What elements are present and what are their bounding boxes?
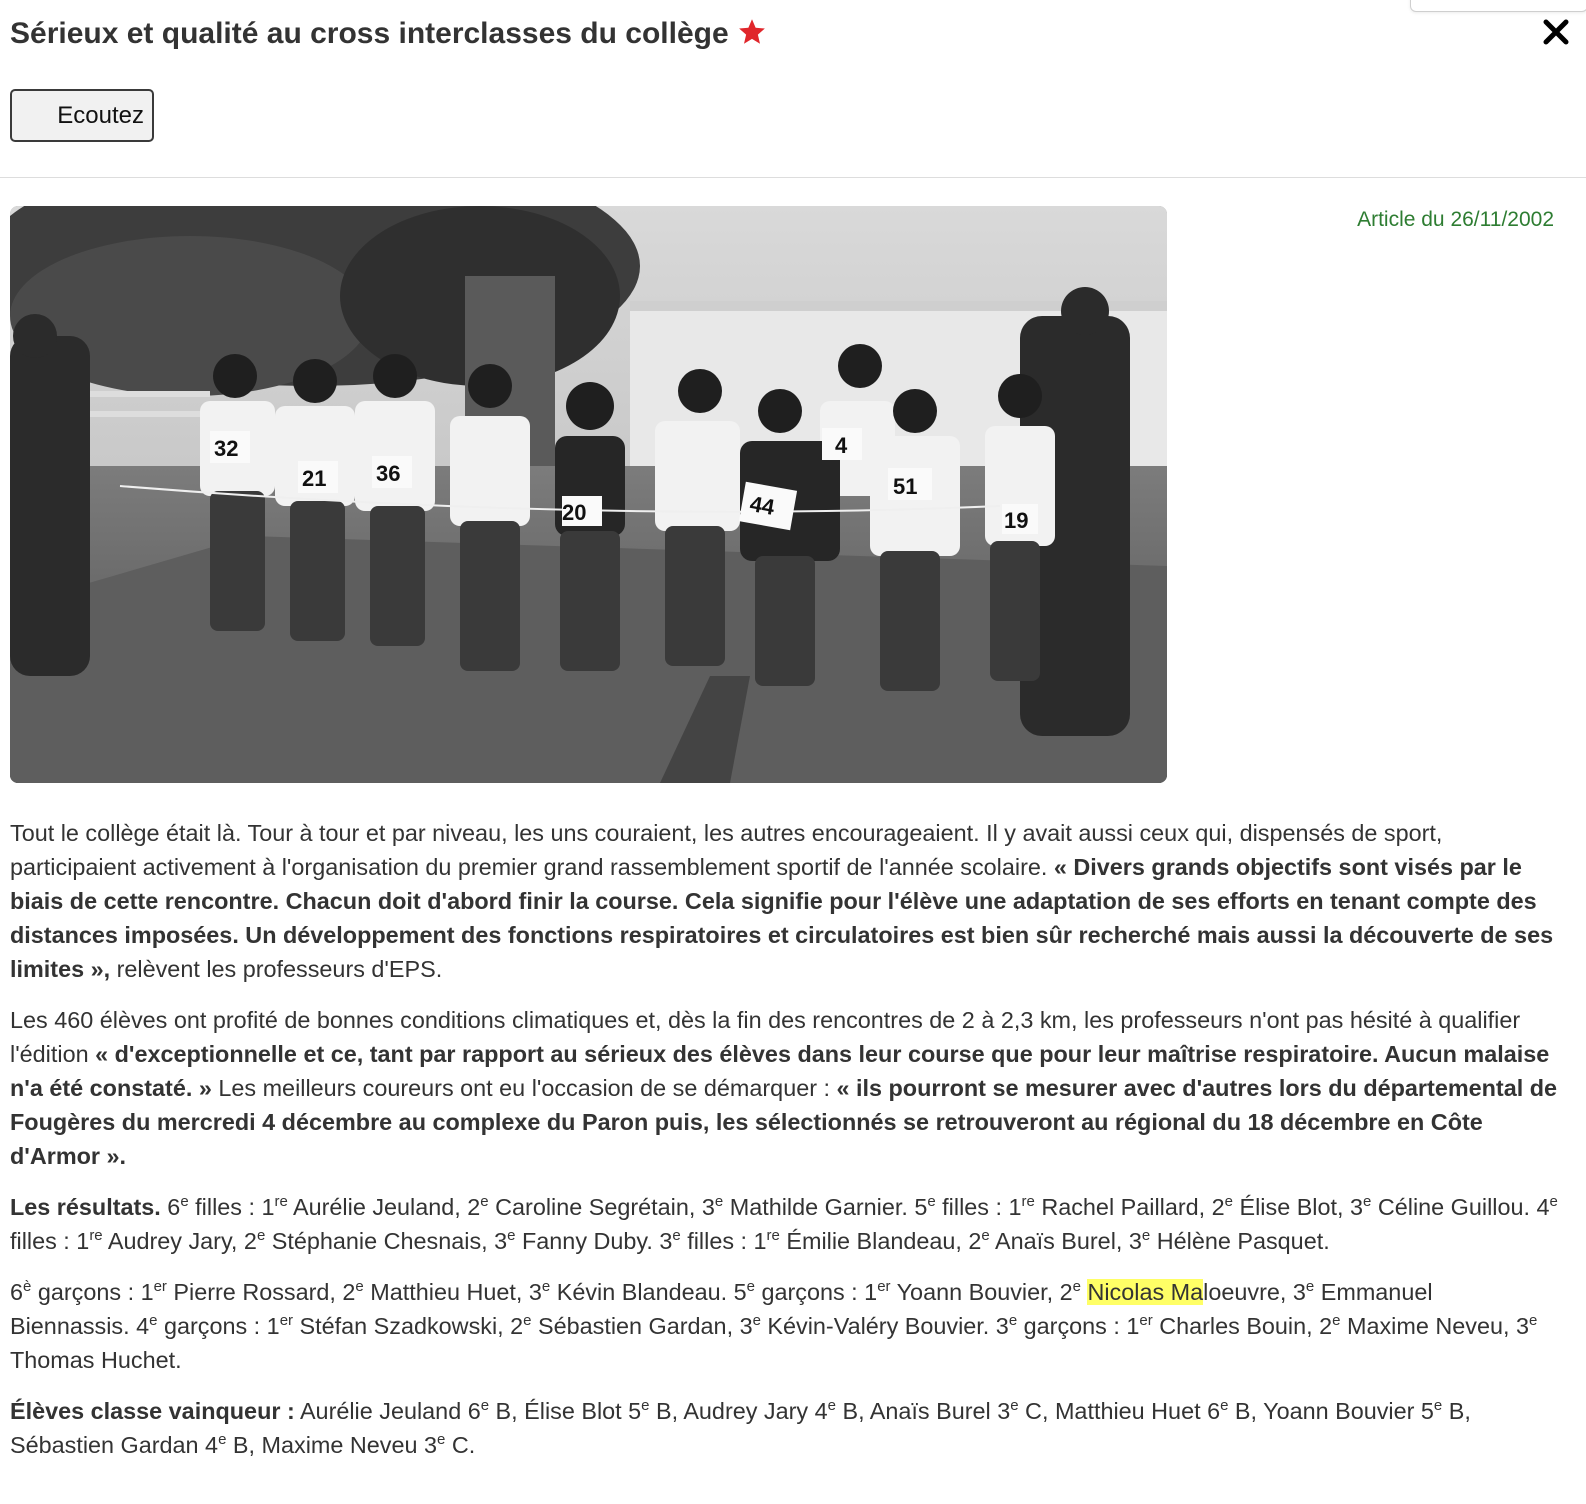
text: Tout le collège était là. Tour à tour et par niveau, les uns couraient, les autres encourageaient. Il y avait aussi ceux qui, dispensés de sport, participaient activement à l'organisation du premier grand rassemblement sportif de l'année scolaire.: [10, 820, 1443, 880]
article-header: [10, 14, 1574, 54]
article-title: Sérieux et qualité au cross interclasses du collège: [10, 17, 729, 50]
star-icon: [737, 17, 767, 47]
ordinal: e: [641, 1397, 650, 1414]
text: Fanny Duby. 3: [515, 1228, 673, 1254]
ordinal: e: [256, 1227, 266, 1244]
text: C, Matthieu Huet 6: [1018, 1398, 1221, 1424]
ordinal: e: [1220, 1397, 1229, 1414]
ordinal: e: [180, 1193, 189, 1210]
winning-class-heading: Élèves classe vainqueur :: [10, 1398, 295, 1424]
ordinal: e: [1363, 1193, 1372, 1210]
text: filles : 1: [188, 1194, 275, 1220]
ordinal: e: [541, 1278, 551, 1295]
ordinal: er: [1139, 1312, 1153, 1329]
paragraph-winning-class: [10, 1394, 1558, 1462]
article-date: Article du 26/11/2002: [1357, 208, 1554, 231]
ordinal: e: [1008, 1312, 1018, 1329]
photo-image: [10, 206, 1167, 783]
ordinal: e: [507, 1227, 516, 1244]
text: garçons : 1: [1017, 1313, 1140, 1339]
bib-number: 21: [302, 466, 327, 491]
ordinal: e: [752, 1312, 761, 1329]
ordinal: e: [827, 1397, 836, 1414]
text: Les meilleurs coureurs ont eu l'occasion de se démarquer :: [211, 1075, 837, 1101]
article-photo: [10, 206, 1167, 783]
text: Kévin-Valéry Bouvier. 3: [760, 1313, 1009, 1339]
ordinal: e: [355, 1278, 364, 1295]
text: garçons : 1: [157, 1313, 280, 1339]
text: Les 460 élèves ont profité de bonnes conditions climatiques et, dès la fin des rencontres de 2 à 2,3 km, les professeurs n'ont pas hésité à qualifier l'édition: [10, 1007, 1521, 1067]
ordinal: e: [1224, 1193, 1233, 1210]
text: Kévin Blandeau. 5: [550, 1279, 747, 1305]
ordinal: e: [1549, 1193, 1558, 1210]
text: Élise Blot, 3: [1233, 1194, 1364, 1220]
ordinal: e: [981, 1227, 990, 1244]
highlighted-text: Nicolas Ma: [1087, 1279, 1204, 1305]
ordinal: e: [927, 1193, 936, 1210]
bib-number: 20: [562, 500, 587, 525]
text: Audrey Jary, 2: [102, 1228, 257, 1254]
text: Émilie Blandeau, 2: [779, 1228, 982, 1254]
ordinal: er: [279, 1312, 294, 1329]
ordinal: e: [1305, 1278, 1315, 1295]
results-heading: Les résultats.: [10, 1194, 161, 1220]
listen-button[interactable]: Ecoutez: [10, 89, 154, 142]
text: B, Élise Blot 5: [489, 1398, 642, 1424]
paragraph-results-girls: [10, 1190, 1558, 1258]
ordinal: e: [437, 1431, 446, 1448]
ordinal: e: [218, 1431, 227, 1448]
text: B, Yoann Bouvier 5: [1228, 1398, 1434, 1424]
ordinal: er: [877, 1278, 891, 1295]
text: garçons : 1: [31, 1279, 154, 1305]
text: Céline Guillou. 4: [1371, 1194, 1550, 1220]
paragraph-results-boys: [10, 1275, 1558, 1377]
text: filles : 1: [680, 1228, 767, 1254]
text: Rachel Paillard, 2: [1034, 1194, 1225, 1220]
text: Thomas Huchet.: [10, 1347, 182, 1373]
text: B, Sébastien Gardan 4: [10, 1398, 1471, 1458]
text: filles : 1: [935, 1194, 1022, 1220]
text: Hélène Pasquet.: [1150, 1228, 1330, 1254]
ordinal: e: [1141, 1227, 1151, 1244]
text: filles : 1: [10, 1228, 90, 1254]
text: 6: [160, 1194, 181, 1220]
ordinal: e: [149, 1312, 158, 1329]
text: Matthieu Huet, 3: [363, 1279, 542, 1305]
paragraph-intro: [10, 816, 1558, 986]
ordinal: re: [274, 1193, 288, 1210]
ordinal: re: [1021, 1193, 1035, 1210]
ordinal: e: [714, 1193, 724, 1210]
bib-number: 36: [376, 461, 401, 486]
close-icon[interactable]: [1540, 16, 1572, 48]
ordinal: e: [1332, 1312, 1341, 1329]
text: B, Audrey Jary 4: [649, 1398, 828, 1424]
text: Maxime Neveu, 3: [1340, 1313, 1529, 1339]
text: C.: [445, 1432, 476, 1458]
bib-number: 32: [214, 436, 239, 461]
ordinal: e: [672, 1227, 681, 1244]
ordinal: e: [480, 1193, 489, 1210]
quote: « Divers grands objectifs sont visés par le biais de cette rencontre. Chacun doit d'abord finir la course. Cela signifie pour l'élève une adaptation de ses efforts en tenant compte des distances imposées. Un développement des fonctions respiratoires et circulatoires est bien sûr recherché mais aussi la découverte de ses limites »,: [10, 854, 1554, 982]
text: Pierre Rossard, 2: [166, 1279, 356, 1305]
text: 6: [10, 1279, 24, 1305]
quote: « ils pourront se mesurer avec d'autres lors du départemental de Fougères du mercredi 4 décembre au complexe du Paron puis, les sélectionnés se retrouveront au régional du 18 décembre en Côte d'Armor ».: [10, 1075, 1558, 1169]
text: Stéfan Szadkowski, 2: [293, 1313, 524, 1339]
text: Aurélie Jeuland, 2: [287, 1194, 481, 1220]
ordinal: re: [89, 1227, 103, 1244]
ordinal: re: [766, 1227, 780, 1244]
quote: « d'exceptionnelle et ce, tant par rapport au sérieux des élèves dans leur course que pour leur maîtrise respiratoire. Aucun malaise n'a été constaté. »: [10, 1041, 1550, 1101]
paragraph-conditions: [10, 1003, 1558, 1173]
bib-number: 51: [893, 474, 918, 499]
ordinal: e: [746, 1278, 755, 1295]
bib-number: 44: [748, 491, 777, 520]
text: Stéphanie Chesnais, 3: [265, 1228, 508, 1254]
ordinal: e: [523, 1312, 532, 1329]
text: Mathilde Garnier. 5: [723, 1194, 928, 1220]
ordinal: e: [1072, 1278, 1081, 1295]
text: Yoann Bouvier, 2: [890, 1279, 1073, 1305]
text: relèvent les professeurs d'EPS.: [110, 956, 443, 982]
ordinal: e: [1010, 1397, 1019, 1414]
bib-number: 4: [835, 433, 848, 458]
ordinal: e: [480, 1397, 490, 1414]
ordinal: e: [1529, 1312, 1538, 1329]
text: B, Anaïs Burel 3: [835, 1398, 1011, 1424]
ordinal: e: [1433, 1397, 1443, 1414]
text: B, Maxime Neveu 3: [226, 1432, 438, 1458]
text: Aurélie Jeuland 6: [294, 1398, 481, 1424]
text: Caroline Segrétain, 3: [488, 1194, 715, 1220]
article-body: [10, 816, 1558, 1479]
text: Charles Bouin, 2: [1152, 1313, 1333, 1339]
text: Sébastien Gardan, 3: [531, 1313, 753, 1339]
text: loeuvre, 3: [1203, 1279, 1306, 1305]
popover-edge: [1410, 0, 1586, 12]
bib-number: 19: [1004, 508, 1029, 533]
text: Anaïs Burel, 3: [989, 1228, 1142, 1254]
divider: [0, 177, 1586, 178]
ordinal: è: [23, 1278, 32, 1295]
text: garçons : 1: [754, 1279, 878, 1305]
text: Emmanuel Biennassis. 4: [10, 1279, 1433, 1339]
ordinal: er: [153, 1278, 167, 1295]
